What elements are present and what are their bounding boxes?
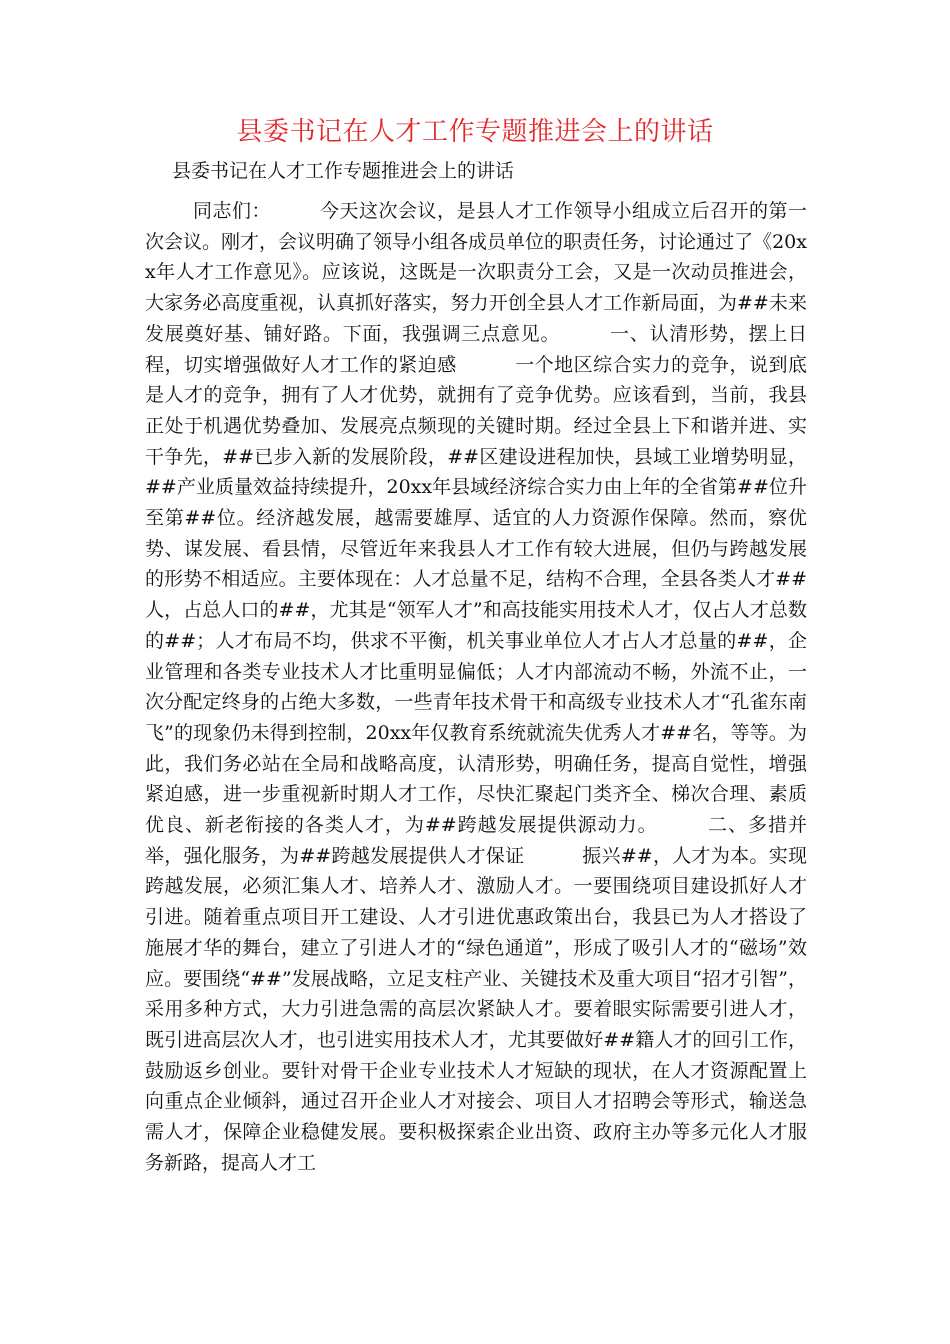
document-subtitle: 县委书记在人才工作专题推进会上的讲话 bbox=[172, 160, 515, 182]
document-title: 县委书记在人才工作专题推进会上的讲话 bbox=[236, 117, 714, 147]
document-body: 同志们： 今天这次会议，是县人才工作领导小组成立后召开的第一次会议。刚才，会议明确了领导小组各成员单位的职责任务，讨论通过了《20xx年人才工作意见》。应该说，这既是一次职责分工会，又是一次动员推进会，大家务必高度重视，认真抓好落实，努力开创全县人才工作新局面，为##未来发展奠好基、铺好路。下面，我强调三点意见。 一、认清形势，摆上日程，切实增强做好人才工作的紧迫感 一个地区综合实力的竞争，说到底是人才的竞争，拥有了人才优势，就拥有了竞争优势。应该看到，当前，我县正处于机遇优势叠加、发展亮点频现的关键时期。经过全县上下和谐并进、实干争先，##已步入新的发展阶段，##区建设进程加快，县域工业增势明显，##产业质量效益持续提升，20xx年县域经济综合实力由上年的全省第##位升至第##位。经济越发展，越需要雄厚、适宜的人力资源作保障。然而，察优势、谋发展、看县情，尽管近年来我县人才工作有较大进展，但仍与跨越发展的形势不相适应。主要体现在：人才总量不足，结构不合理，全县各类人才##人，占总人口的##，尤其是“领军人才”和高技能实用技术人才，仅占人才总数的##；人才布局不均，供求不平衡，机关事业单位人才占人才总量的##，企业管理和各类专业技术人才比重明显偏低；人才内部流动不畅，外流不止，一次分配定终身的占绝大多数，一些青年技术骨干和高级专业技术人才“孔雀东南飞”的现象仍未得到控制，20xx年仅教育系统就流失优秀人才##名，等等。为此，我们务必站在全局和战略高度，认清形势，明确任务，提高自觉性，增强紧迫感，进一步重视新时期人才工作，尽快汇聚起门类齐全、梯次合理、素质优良、新老衔接的各类人才，为##跨越发展提供源动力。 二、多措并举，强化服务，为##跨越发展提供人才保证 振兴##，人才为本。实现跨越发展，必须汇集人才、培养人才、激励人才。一要围绕项目建设抓好人才引进。随着重点项目开工建设、人才引进优惠政策出台，我县已为人才搭设了施展才华的舞台，建立了引进人才的“绿色通道”，形成了吸引人才的“磁场”效应。要围绕“##”发展战略，立足支柱产业、关键技术及重大项目“招才引智”，采用多种方式，大力引进急需的高层次紧缺人才。要着眼实际需要引进人才，既引进高层次人才，也引进实用技术人才，尤其要做好##籍人才的回引工作，鼓励返乡创业。要针对骨干企业专业技术人才短缺的现状，在人才资源配置上向重点企业倾斜，通过召开企业人才对接会、项目人才招聘会等形式，输送急需人才，保障企业稳健发展。要积极探索企业出资、政府主办等多元化人才服务新路，提高人才工 bbox=[145, 200, 807, 1174]
